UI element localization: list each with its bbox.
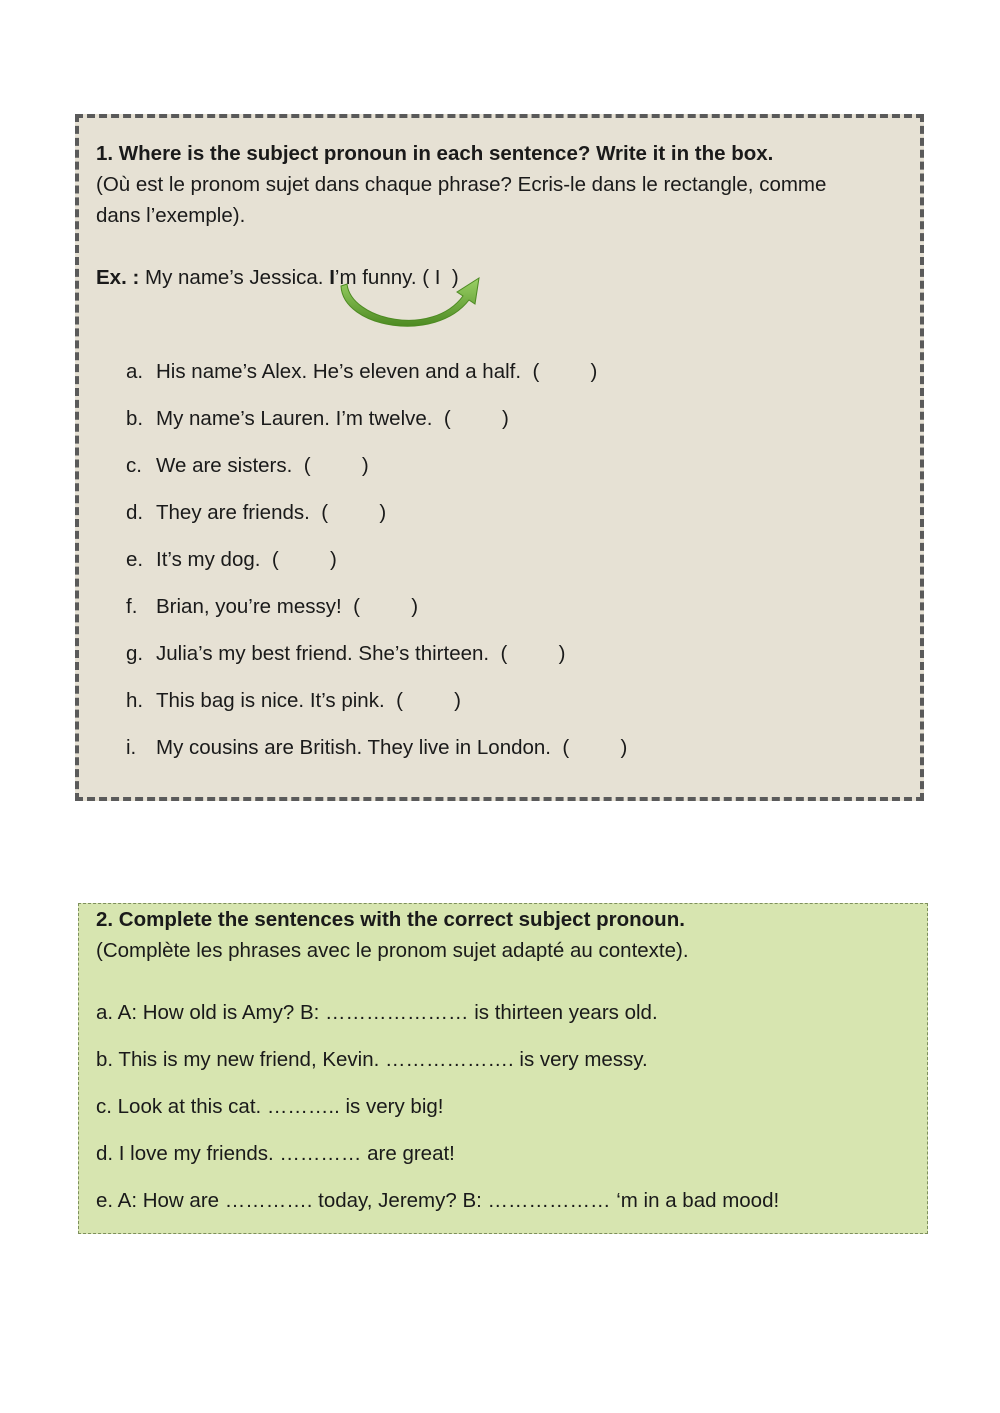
ex1-item-text: My name’s Lauren. I’m twelve. <box>156 407 433 430</box>
ex1-item-d <box>126 499 386 527</box>
ex1-answer-box[interactable]: ( ) <box>532 360 598 383</box>
ex1-item-a <box>126 358 597 386</box>
ex1-item-text: This bag is nice. It’s pink. <box>156 689 385 712</box>
ex2-item-c[interactable]: c. Look at this cat. ……….. is very big! <box>96 1095 444 1118</box>
ex1-item-f <box>126 593 418 621</box>
ex1-item-text: Julia’s my best friend. She’s thirteen. <box>156 642 490 665</box>
exercise-2-title: 2. Complete the sentences with the correct subject pronoun. <box>96 908 685 931</box>
ex1-item-label: c. <box>126 454 142 477</box>
example-close-paren: ) <box>440 266 459 289</box>
ex1-answer-box[interactable]: ( ) <box>396 689 461 712</box>
ex1-item-label: d. <box>126 501 144 524</box>
ex1-item-text: Brian, you’re messy! <box>156 595 342 618</box>
ex1-item-i <box>126 734 627 762</box>
ex1-item-h <box>126 687 461 715</box>
example-label: Ex. : <box>96 266 140 289</box>
ex2-item-d[interactable]: d. I love my friends. ………… are great! <box>96 1142 455 1165</box>
ex1-answer-box[interactable]: ( ) <box>303 454 369 477</box>
example-text-before: My name’s Jessica. <box>139 266 330 289</box>
example-answer: I <box>434 266 441 289</box>
curved-arrow-icon <box>334 266 487 338</box>
ex1-item-e <box>126 546 337 574</box>
ex1-answer-box[interactable]: ( ) <box>562 736 628 759</box>
ex1-answer-box[interactable]: ( ) <box>500 642 566 665</box>
ex1-item-b <box>126 405 509 433</box>
ex1-item-text: His name’s Alex. He’s eleven and a half. <box>156 360 522 383</box>
ex1-item-text: We are sisters. <box>156 454 293 477</box>
ex1-item-label: b. <box>126 407 144 430</box>
exercise-1-instruction-line2: dans l’exemple). <box>96 204 246 227</box>
ex1-answer-box[interactable]: ( ) <box>443 407 509 430</box>
example-text-after: ’m funny. ( <box>334 266 435 289</box>
ex1-item-label: a. <box>126 360 144 383</box>
ex2-item-a[interactable]: a. A: How old is Amy? B: ………………… is thirteen years old. <box>96 1001 658 1024</box>
ex1-item-text: My cousins are British. They live in London. <box>156 736 552 759</box>
exercise-2-instruction: (Complète les phrases avec le pronom sujet adapté au contexte). <box>96 939 689 962</box>
exercise-1-title: 1. Where is the subject pronoun in each sentence? Write it in the box. <box>96 142 774 165</box>
ex1-answer-box[interactable]: ( ) <box>271 548 337 571</box>
example-pronoun: I <box>329 266 335 289</box>
ex1-item-label: f. <box>126 595 138 618</box>
ex1-item-label: g. <box>126 642 144 665</box>
ex2-item-e[interactable]: e. A: How are …………. today, Jeremy? B: ……………… ‘m in a bad mood! <box>96 1189 780 1212</box>
ex1-item-text: It’s my dog. <box>156 548 261 571</box>
ex2-item-b[interactable]: b. This is my new friend, Kevin. ………………. is very messy. <box>96 1048 648 1071</box>
ex1-item-label: e. <box>126 548 144 571</box>
ex1-item-g <box>126 640 565 668</box>
ex1-item-label: i. <box>126 736 137 759</box>
ex1-item-c <box>126 452 369 480</box>
ex1-item-label: h. <box>126 689 144 712</box>
ex1-item-text: They are friends. <box>156 501 310 524</box>
ex1-answer-box[interactable]: ( ) <box>353 595 419 618</box>
exercise-1-instruction-line1: (Où est le pronom sujet dans chaque phrase? Ecris-le dans le rectangle, comme <box>96 173 827 196</box>
ex1-answer-box[interactable]: ( ) <box>321 501 387 524</box>
